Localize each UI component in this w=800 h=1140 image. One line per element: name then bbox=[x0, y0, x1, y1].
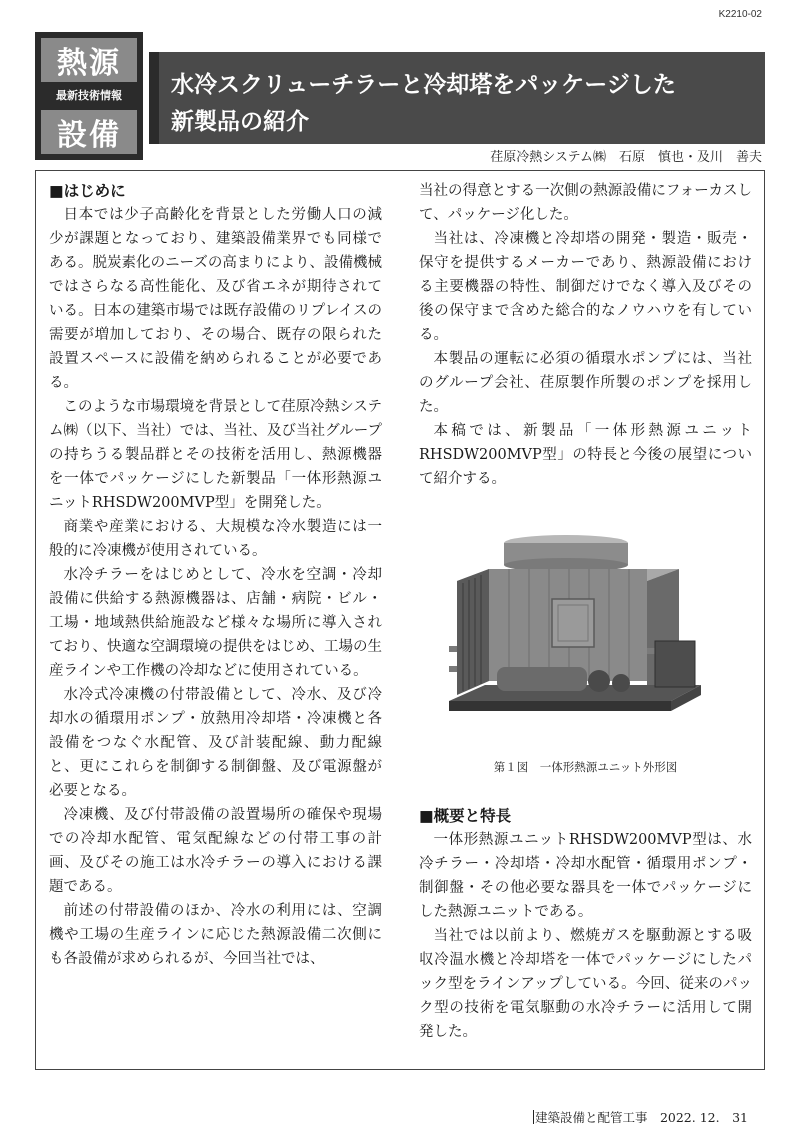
title-line-2: 新製品の紹介 bbox=[171, 109, 309, 135]
paragraph: 商業や産業における、大規模な冷水製造には一般的に冷凍機が使用されている。 bbox=[49, 519, 382, 559]
heat-source-unit-illustration bbox=[449, 531, 719, 753]
category-bottom-label: 設備 bbox=[41, 110, 137, 154]
category-tag: 最新技術情報 bbox=[56, 89, 122, 102]
paragraph: 水冷チラーをはじめとして、冷水を空調・冷却設備に供給する熱源機器は、店舗・病院・ビル・工場・地域熱供給施設など様々な場所に導入されており、快適な空調環境の提供をはじめ、工場の生産ラインや工作機の冷却などに使用されている。 bbox=[49, 567, 382, 679]
figure-1 bbox=[419, 531, 752, 781]
footer-bar bbox=[533, 1110, 534, 1124]
article-body bbox=[35, 170, 765, 1070]
paragraph: 水冷式冷凍機の付帯設備として、冷水、及び冷却水の循環用ポンプ・放熱用冷却塔・冷凍機と各設備をつなぐ水配管、及び計装配線、動力配線と、更にこれらを制御する制御盤、及び電源盤が必要となる。 bbox=[49, 687, 382, 799]
paragraph: 日本では少子高齢化を背景とした労働人口の減少が課題となっており、建築設備業界でも同様である。脱炭素化のニーズの高まりにより、設備機械ではさらなる高性能化、及び省エネが期待されている。日本の建築市場では既存設備のリプレイスの需要が増加しており、その場合、既存の限られた設置スペースに設備を納められることが必要である。 bbox=[49, 207, 382, 391]
article-header bbox=[35, 32, 765, 160]
title-line-1: 水冷スクリューチラーと冷却塔をパッケージした bbox=[171, 72, 676, 98]
section-heading-intro: ■はじめに bbox=[49, 182, 126, 200]
paragraph: 前述の付帯設備のほか、冷水の利用には、空調機や工場の生産ラインに応じた熱源設備二次側にも各設備が求められるが、今回当社では、 bbox=[49, 903, 382, 967]
footer-text: 建築設備と配管工事 2022. 12. 31 bbox=[534, 1110, 748, 1125]
section-heading-overview: ■概要と特長 bbox=[419, 807, 512, 825]
document-code: K2210-02 bbox=[718, 9, 762, 20]
paragraph: 一体形熱源ユニットRHSDW200MVP型は、水冷チラー・冷却塔・冷却水配管・循環用ポンプ・制御盤・その他必要な器具を一体でパッケージにした熱源ユニットである。 bbox=[419, 832, 752, 920]
paragraph: 当社は、冷凍機と冷却塔の開発・製造・販売・保守を提供するメーカーであり、熱源設備における主要機器の特性、制御だけでなく導入及びその後の保守まで含めた総合的なノウハウを有している。 bbox=[419, 231, 752, 343]
right-column-top bbox=[419, 179, 752, 491]
category-block bbox=[35, 32, 143, 160]
page-footer bbox=[533, 1108, 748, 1126]
paragraph: 当社の得意とする一次側の熱源設備にフォーカスして、パッケージ化した。 bbox=[419, 183, 752, 223]
left-column bbox=[49, 179, 382, 971]
paragraph: 本稿では、新製品「一体形熱源ユニットRHSDW200MVP型」の特長と今後の展望について紹介する。 bbox=[419, 423, 752, 487]
category-top-label: 熱源 bbox=[41, 38, 137, 82]
title-box bbox=[149, 52, 765, 144]
paragraph: 本製品の運転に必須の循環水ポンプには、当社のグループ会社、荏原製作所製のポンプを採用した。 bbox=[419, 351, 752, 415]
paragraph: 当社では以前より、燃焼ガスを駆動源とする吸収冷温水機と冷却塔を一体でパッケージにしたパック型をラインアップしている。今回、従来のパック型の技術を電気駆動の水冷チラーに活用して開発した。 bbox=[419, 928, 752, 1040]
figure-caption: 第１図 一体形熱源ユニット外形図 bbox=[493, 760, 678, 774]
paragraph: このような市場環境を背景として荏原冷熱システム㈱（以下、当社）では、当社、及び当社グループの持ちうる製品群とその技術を活用し、熱源機器を一体でパッケージにした新製品「一体形熱源ユニットRHSDW200MVP型」を開発した。 bbox=[49, 399, 382, 511]
paragraph: 冷凍機、及び付帯設備の設置場所の確保や現場での冷却水配管、電気配線などの付帯工事の計画、及びその施工は水冷チラーの導入における課題である。 bbox=[49, 807, 382, 895]
authors: 荏原冷熱システム㈱ 石原 慎也・及川 善夫 bbox=[490, 150, 762, 165]
right-column-bottom bbox=[419, 804, 752, 1044]
